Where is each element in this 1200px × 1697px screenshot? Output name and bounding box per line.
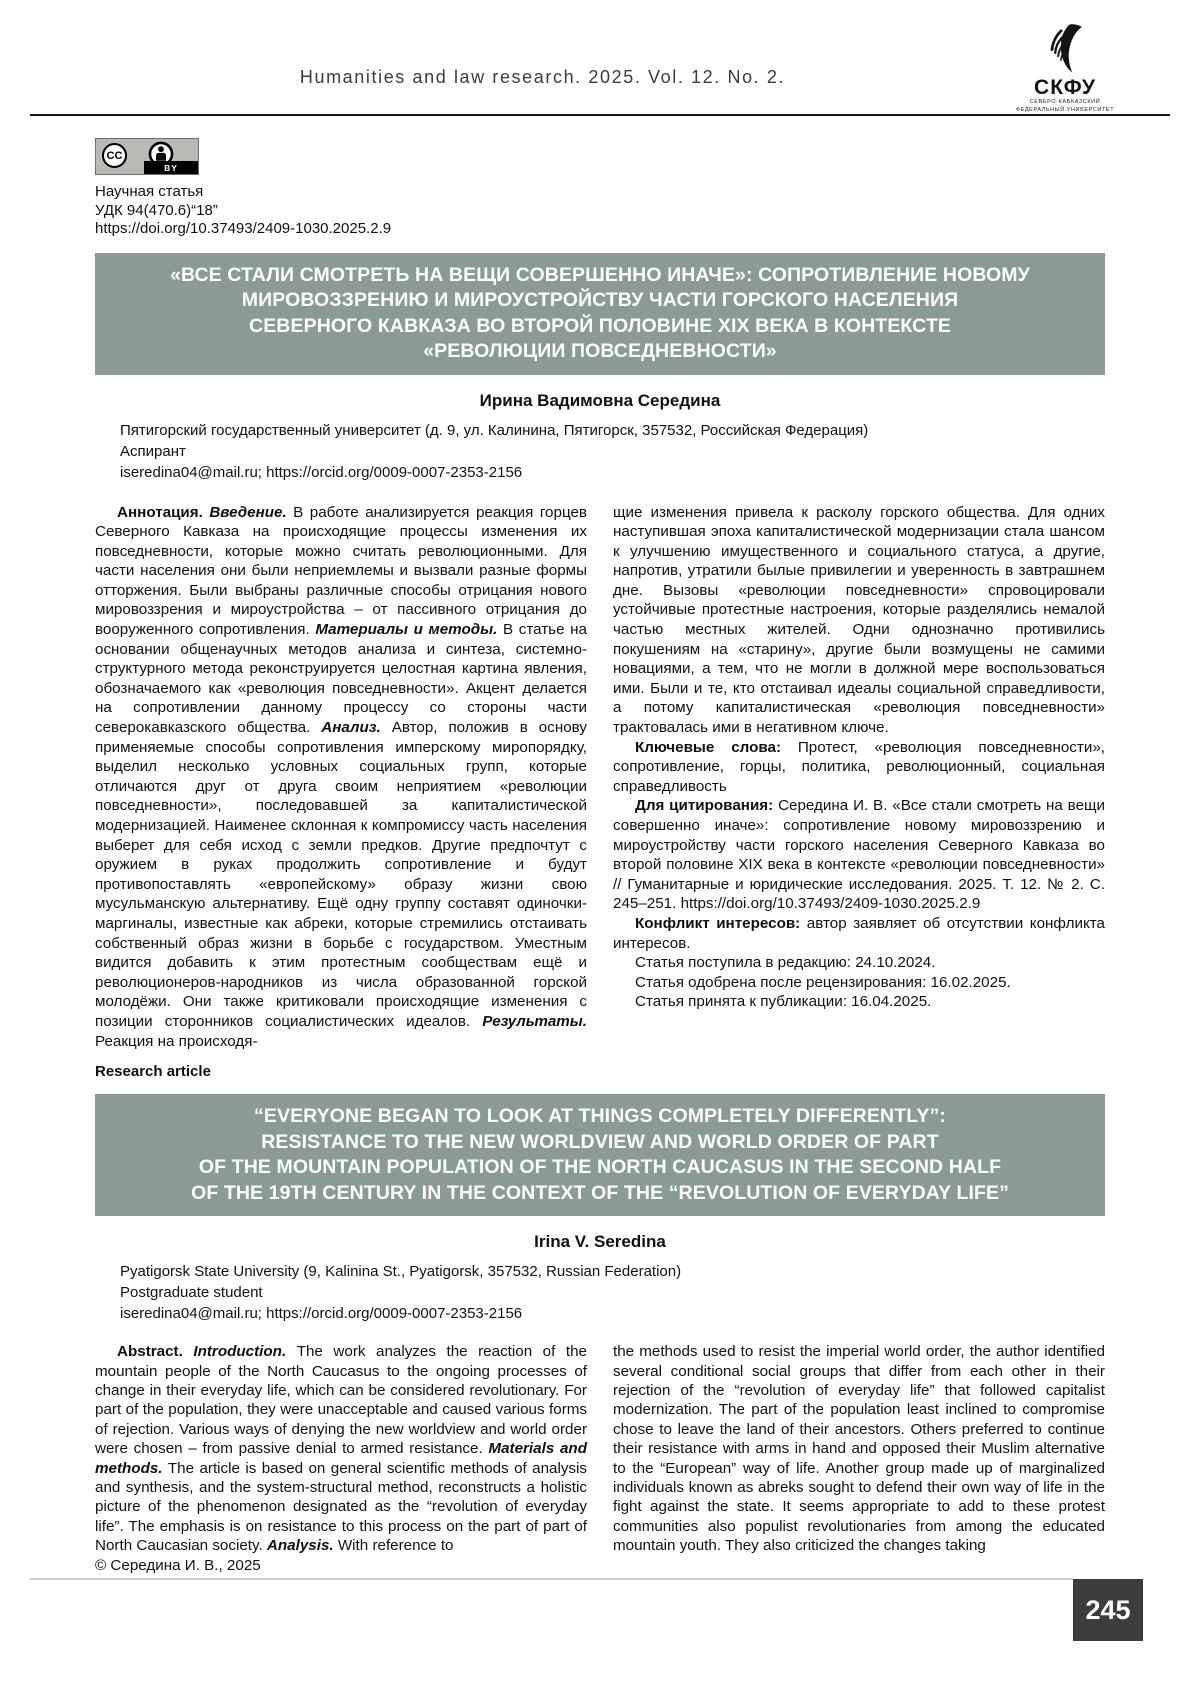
position-en: Postgraduate student bbox=[120, 1284, 263, 1302]
author-name-ru: Ирина Вадимовна Середина bbox=[479, 390, 721, 410]
skfu-logo bbox=[990, 23, 1140, 113]
footer-divider bbox=[30, 1578, 1073, 1580]
keywords-ru: Ключевые слова: Протест, «революция повседневности», сопротивление, горцы, политика, революционный, социальная справедливость bbox=[613, 738, 1106, 795]
position-ru: Аспирант bbox=[120, 442, 186, 460]
abstract-ru-text-continued: щие изменения привела к расколу горского общества. Для одних наступившая эпоха капиталистической модернизации стала шансом к улучшению имущественного и социального статуса, а другие, напротив, утратили былые привилегии и уверенность в завтрашнем дне. Вызовы «революции повседневности» спровоцировали устойчивые протестные настроения, которые разделялись немалой частью местных жителей. Одни однозначно противились покушениям на «старину», другие были возмущены не самими новациями, а тем, что не могли в должной мере воспользоваться ими. Были и те, кто отстаивал идеалы социальной справедливости, а потому капиталистическая «революция повседневности» трактовалась ими в негативном ключе. bbox=[613, 503, 1105, 737]
affiliation-block-ru bbox=[120, 420, 1105, 483]
title-en-band bbox=[95, 1094, 1105, 1216]
skfu-sub-line2: ФЕДЕРАЛЬНЫЙ УНИВЕРСИТЕТ bbox=[1015, 106, 1115, 113]
title-ru-line: «ВСЕ СТАЛИ СМОТРЕТЬ НА ВЕЩИ СОВЕРШЕННО ИНАЧЕ»: СОПРОТИВЛЕНИЕ НОВОМУ bbox=[170, 263, 1030, 286]
skfu-sub-line1: СЕВЕРО-КАВКАЗСКИЙ bbox=[1029, 99, 1101, 105]
cc-by-license-badge bbox=[95, 138, 199, 175]
abstract-en-text: Abstract. Introduction. The work analyzes the reaction of the mountain people of the North Caucasus to the ongoing processes of change in their everyday life, which can be considered revolutionary. For part of the population, they were unacceptable and caused various forms of rejection. Various ways of denying the new worldview and world order were chosen – from passive denial to armed resistance. Materials and methods. The article is based on general scientific methods of analysis and synthesis, and the system-structural method, reconstructs a holistic picture of the phenomenon designated as the “revolution of everyday life”. The emphasis is on resistance to this process on the part of part of North Caucasian society. Analysis. With reference to bbox=[95, 1343, 587, 1555]
title-ru-line: МИРОВОЗЗРЕНИЮ И МИРОУСТРОЙСТВУ ЧАСТИ ГОРСКОГО НАСЕЛЕНИЯ bbox=[241, 289, 959, 311]
abstract-ru-text: Аннотация. Введение. В работе анализируется реакция горцев Северного Кавказа на происходящие процессы изменения их повседневности, которые можно считать революционными. Для части населения они были неприемлемы и вызвали разные формы отторжения. Были выбраны различные способы отрицания нового мировоззрения и мироустройства – от пассивного отрицания до вооруженного сопротивления. Материалы и методы. В статье на основании общенаучных методов анализа и синтеза, системно-структурного метода реконструируется целостная картина явления, обозначаемого как «революция повседневности». Акцент делается на сопротивлении данному процессу со стороны части северокавказского общества. Анализ. Автор, положив в основу применяемые способы сопротивления имперскому миропорядку, выделил несколько условных социальных групп, которые отличаются друг от друга своим неприятием «революции повседневности», последовавшей за капиталистической модернизацией. Наименее склонная к компромиссу часть населения выберет для себя исход с земли предков. Другие предпочтут с оружием в руках продолжить сопротивление и будут противопоставлять «европейскому» образу жизни свою мусульманскую альтернативу. Ещё одну группу составят одиночки-маргиналы, известные как абреки, которые стремились отстаивать собственный образ жизни в борьбе с государством. Уместным видится добавить к этим протестным сообществам ещё и революционеров-народников из числа образованной горской молодёжи. Они также критиковали происходящие изменения с позиции сторонников социалистических идеалов. Результаты. Реакция на происходя- bbox=[95, 503, 588, 1050]
abstract-en-right-column bbox=[613, 1342, 1105, 1575]
page-header bbox=[0, 0, 1200, 113]
date-received: Статья поступила в редакцию: 24.10.2024. bbox=[635, 954, 936, 972]
page-number-badge: 245 bbox=[1073, 1579, 1143, 1641]
skfu-acronym: СКФУ bbox=[1034, 76, 1096, 99]
cc-icon: CC bbox=[102, 143, 127, 168]
abstract-en-left-column bbox=[95, 1342, 587, 1575]
citation-ru: Для цитирования: Середина И. В. «Все стали смотреть на вещи совершенно иначе»: сопротивление новому мировоззрению и мироустройству части горского населения Северного Кавказа во второй половине XIX века в контексте «революции повседневности» // Гуманитарные и юридические исследования. 2025. Т. 12. № 2. С. 245–251. https://doi.org/10.37493/2409-1030.2025.2.9 bbox=[613, 797, 1105, 913]
title-ru-band bbox=[95, 253, 1105, 375]
abstract-ru-right-column bbox=[613, 503, 1105, 1052]
article-meta bbox=[95, 183, 1105, 239]
title-en-line: OF THE MOUNTAIN POPULATION OF THE NORTH CAUCASUS IN THE SECOND HALF bbox=[198, 1156, 1002, 1179]
by-label: BY bbox=[144, 161, 198, 174]
journal-title: Humanities and law research. 2025. Vol. 12. No. 2. bbox=[299, 66, 786, 87]
article-type-ru: Научная статья bbox=[95, 183, 204, 200]
abstract-ru-left-column bbox=[95, 503, 587, 1052]
title-ru-line: СЕВЕРНОГО КАВКАЗА ВО ВТОРОЙ ПОЛОВИНЕ XIX ВЕКА В КОНТЕКСТЕ bbox=[249, 314, 951, 337]
title-ru-line: «РЕВОЛЮЦИИ ПОВСЕДНЕВНОСТИ» bbox=[423, 340, 777, 362]
skfu-eagle-icon bbox=[990, 23, 1140, 75]
abstract-en-text-continued: the methods used to resist the imperial world order, the author identified several conditional social groups that differ from each other in their rejection of the “revolution of everyday life” that followed capitalist modernization. The part of the population least inclined to compromise chose to leave the land of their ancestors. Others preferred to continue their resistance with arms in hand and opposed their Muslim alternative to the “European” way of life. Another group made up of marginalized individuals known as abreks sought to defend their own way of life in the fight against the state. It seems appropriate to add to these protest communities also populist revolutionaries from among the educated mountain youth. They also criticized the changes taking bbox=[613, 1343, 1105, 1555]
affiliation-ru: Пятигорский государственный университет (д. 9, ул. Калинина, Пятигорск, 357532, Российская Федерация) bbox=[120, 421, 869, 439]
title-en-line: OF THE 19TH CENTURY IN THE CONTEXT OF THE “REVOLUTION OF EVERYDAY LIFE” bbox=[191, 1181, 1009, 1204]
contact-en: iseredina04@mail.ru; https://orcid.org/0009-0007-2353-2156 bbox=[120, 1305, 523, 1323]
date-accepted: Статья принята к публикации: 16.04.2025. bbox=[635, 993, 932, 1011]
doi-link: https://doi.org/10.37493/2409-1030.2025.2.9 bbox=[95, 220, 392, 237]
title-en-line: RESISTANCE TO THE NEW WORLDVIEW AND WORLD ORDER OF PART bbox=[261, 1130, 939, 1153]
udc-number: УДК 94(470.6)“18” bbox=[95, 201, 218, 219]
research-article-label: Research article bbox=[95, 1063, 211, 1081]
contact-ru: iseredina04@mail.ru; https://orcid.org/0009-0007-2353-2156 bbox=[120, 463, 523, 481]
affiliation-block-en bbox=[120, 1261, 1105, 1324]
author-name-en: Irina V. Seredina bbox=[534, 1232, 666, 1252]
abstract-en bbox=[95, 1342, 1105, 1575]
date-approved: Статья одобрена после рецензирования: 16.02.2025. bbox=[635, 973, 1011, 991]
abstract-ru bbox=[95, 503, 1105, 1052]
article-content bbox=[0, 138, 1200, 1575]
title-en-line: “EVERYONE BEGAN TO LOOK AT THINGS COMPLETELY DIFFERENTLY”: bbox=[254, 1105, 946, 1128]
header-divider bbox=[30, 114, 1170, 116]
copyright-line: © Середина И. В., 2025 bbox=[95, 1556, 261, 1574]
conflict-of-interest-ru: Конфликт интересов: автор заявляет об отсутствии конфликта интересов. bbox=[613, 914, 1105, 952]
affiliation-en: Pyatigorsk State University (9, Kalinina St., Pyatigorsk, 357532, Russian Federation) bbox=[120, 1263, 682, 1281]
